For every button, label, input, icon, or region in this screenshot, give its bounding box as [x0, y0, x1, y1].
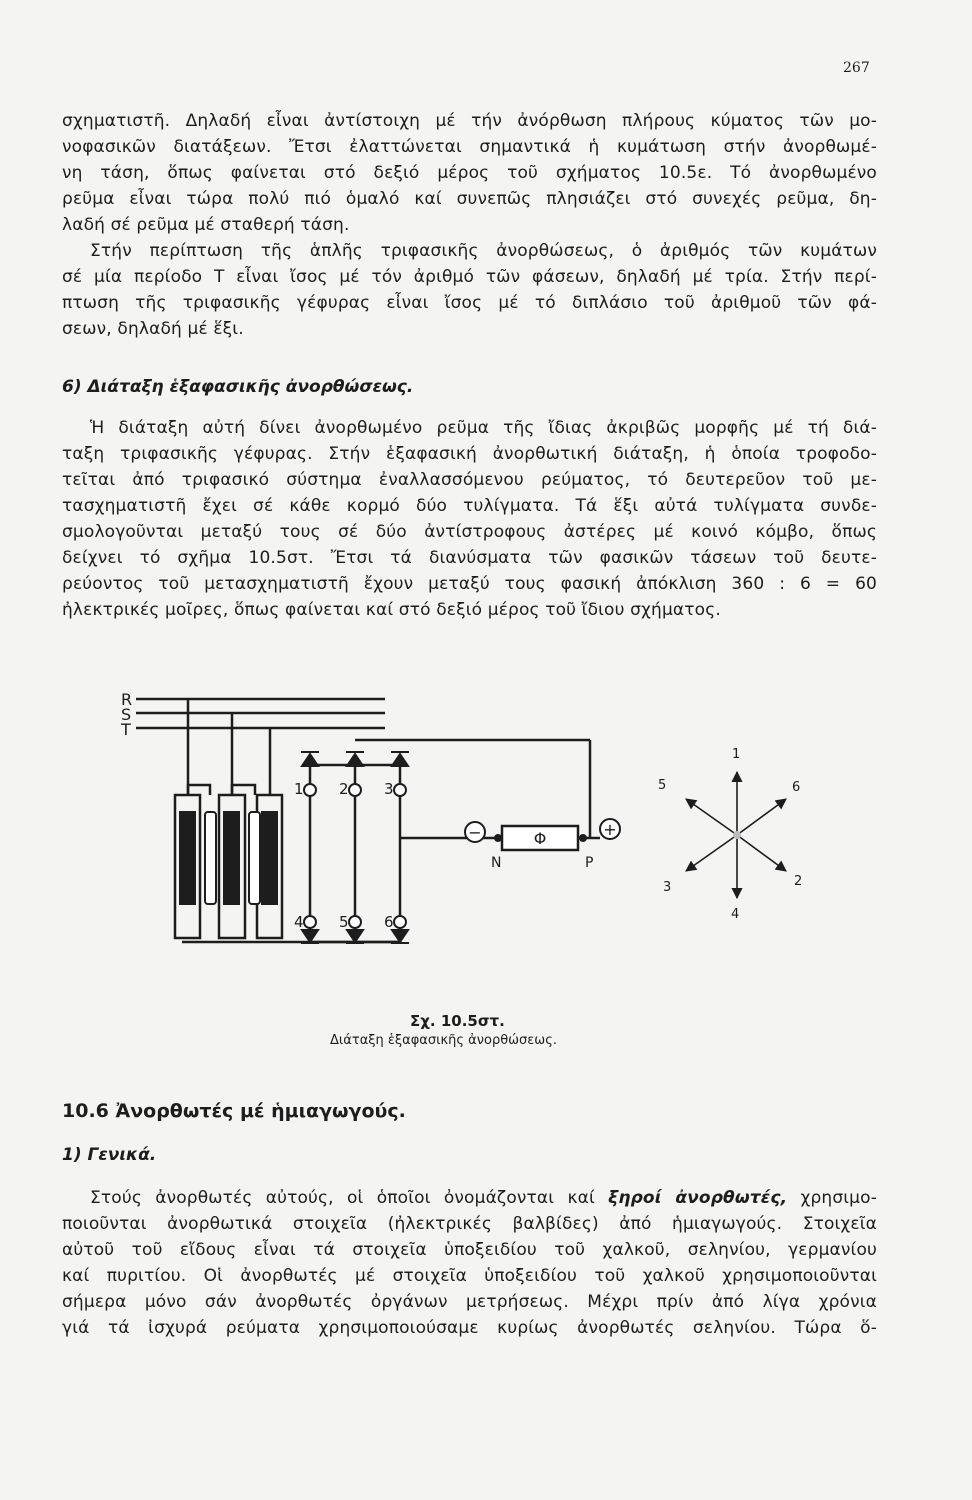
- node: [304, 916, 316, 928]
- text-line: σέ μία περίοδο Τ εἶναι ἴσος μέ τόν ἀριθμό τῶν φάσεων, δηλαδή μέ τρία. Στήν περί-: [62, 267, 877, 287]
- node: [394, 784, 406, 796]
- text-run: χρησιμο-: [787, 1188, 877, 1208]
- node-p: [580, 835, 586, 841]
- diode-2: [347, 754, 363, 766]
- minus-sign: −: [468, 823, 482, 842]
- winding-core: [180, 812, 195, 904]
- text-line: ποιοῦνται ἀνορθωτικά στοιχεῖα (ἠλεκτρικές βαλβίδες) ἀπό ἡμιαγωγούς. Στοιχεῖα: [62, 1214, 877, 1234]
- figure-caption-title: Σχ. 10.5στ.: [410, 1012, 505, 1030]
- text-line: σχηματιστῆ. Δηλαδή εἶναι ἀντίστοιχη μέ τήν ἀνόρθωση πλήρους κύματος τῶν μο-: [62, 111, 877, 131]
- diode-label: 1: [294, 780, 304, 798]
- text-line: ρεύοντος τοῦ μετασχηματιστῆ ἔχουν μεταξύ τους φασική ἀπόκλιση 360 : 6 = 60: [62, 574, 877, 594]
- text-line: σμολογοῦνται μεταξύ τους σέ δύο ἀντίστροφους ἀστέρες μέ κοινό κόμβο, ὅπως: [62, 522, 877, 542]
- vector-3: [686, 835, 737, 871]
- winding-core: [262, 812, 277, 904]
- winding: [205, 812, 216, 904]
- diode-label: 5: [339, 913, 349, 931]
- diode-5: [347, 930, 363, 942]
- node: [349, 916, 361, 928]
- text-line: Ἡ διάταξη αὐτή δίνει ἀνορθωμένο ρεῦμα τῆς ἴδιας ἀκριβῶς μορφῆς μέ τή διά-: [90, 418, 877, 438]
- vector-label: 6: [792, 780, 801, 795]
- text-line: νη τάση, ὅπως φαίνεται στό δεξιό μέρος τοῦ σχήματος 10.5ε. Τό ἀνορθωμένο: [62, 163, 877, 183]
- diode-label: 2: [339, 780, 349, 798]
- vector-label: 5: [658, 778, 667, 793]
- page-number: 267: [843, 60, 870, 76]
- vector-label: 1: [732, 747, 741, 762]
- text-line: ρεῦμα εἶναι τώρα πολύ πιό ὁμαλό καί συνεπῶς πλησιάζει στό συνεχές ρεῦμα, δη-: [62, 189, 877, 209]
- diode-label: 3: [384, 780, 394, 798]
- load-symbol: Φ: [533, 829, 547, 848]
- vector-2: [737, 835, 786, 871]
- diode-3: [392, 754, 408, 766]
- text-line: ταξη τριφασικῆς γέφυρας. Στήν ἑξαφασική ἀνορθωτική διάταξη, ἡ ὁποία τροφοδο-: [62, 444, 877, 464]
- text-line: καί πυριτίου. Οἱ ἀνορθωτές μέ στοιχεῖα ὑποξειδίου τοῦ χαλκοῦ χρησιμοποιοῦνται: [62, 1266, 877, 1286]
- transformer-cores: [180, 812, 277, 904]
- text-line: δείχνει τό σχῆμα 10.5στ. Ἔτσι τά διανύσματα τῶν φασικῶν τάσεων τοῦ δευτε-: [62, 548, 877, 568]
- subsection-heading-6: 6) Διάταξη ἑξαφασικῆς ἀνορθώσεως.: [62, 377, 414, 397]
- winding-core: [224, 812, 239, 904]
- phase-label-t: T: [121, 720, 131, 739]
- text-line: λαδή σέ ρεῦμα μέ σταθερή τάση.: [62, 215, 350, 235]
- text-line: νοφασικῶν διατάξεων. Ἔτσι ἐλαττώνεται σημαντικά ἡ κυμάτωση στήν ἀνορθωμέ-: [62, 137, 877, 157]
- text-line: Στήν περίπτωση τῆς ἁπλῆς τριφασικῆς ἀνορθώσεως, ὁ ἀριθμός τῶν κυμάτων: [90, 241, 877, 261]
- text-line: αὐτοῦ τοῦ εἴδους εἶναι τά στοιχεῖα ὑποξειδίου τοῦ χαλκοῦ, σεληνίου, γερμανίου: [62, 1240, 877, 1260]
- diode-label: 6: [384, 913, 394, 931]
- vector-label: 3: [663, 880, 672, 895]
- text-line: ἠλεκτρικές μοῖρες, ὅπως φαίνεται καί στό δεξιό μέρος τοῦ ἴδιου σχήματος.: [62, 600, 721, 620]
- diode-6: [392, 930, 408, 942]
- paragraph-4: [62, 1185, 877, 1341]
- diode-4: [302, 930, 318, 942]
- vector-label: 4: [731, 907, 740, 922]
- winding: [249, 812, 260, 904]
- star-center: [733, 831, 741, 839]
- text-line: τασχηματιστῆ ἔχει σέ κάθε κορμό δύο τυλίγματα. Τά ἕξι αὐτά τυλίγματα συνδε-: [62, 496, 877, 516]
- node-label-n: N: [491, 855, 502, 871]
- vector-6: [737, 799, 786, 835]
- text-line: σήμερα μόνο σάν ἀνορθωτές ὀργάνων μετρήσεως. Μέχρι πρίν ἀπό λίγα χρόνια: [62, 1292, 877, 1312]
- figure-caption-subtitle: Διάταξη ἑξαφασικῆς ἀνορθώσεως.: [330, 1033, 557, 1048]
- diode-1: [302, 754, 318, 766]
- vector-5: [686, 799, 737, 835]
- diodes-top: [301, 752, 409, 766]
- subsection-heading-1: 1) Γενικά.: [62, 1145, 157, 1165]
- node: [394, 916, 406, 928]
- text-line: [62, 1185, 877, 1211]
- diode-label: 4: [294, 913, 304, 931]
- node: [304, 784, 316, 796]
- emphasis-term: ξηροί ἀνορθωτές,: [608, 1188, 788, 1208]
- phase-label-r: R: [121, 690, 133, 709]
- section-heading: 10.6 Ἀνορθωτές μέ ἡμιαγωγούς.: [62, 1100, 406, 1122]
- plus-sign: +: [603, 820, 617, 839]
- text-line: σεων, δηλαδή μέ ἕξι.: [62, 319, 244, 339]
- text-line: τεῖται ἀπό τριφασικό σύστημα ἐναλλασσόμενου ρεύματος, τό δευτερεῦον τοῦ με-: [62, 470, 877, 490]
- connection-nodes: [304, 784, 620, 928]
- node: [349, 784, 361, 796]
- node-n: [495, 835, 501, 841]
- vector-label: 2: [794, 874, 803, 889]
- phase-label-s: S: [121, 705, 132, 724]
- text-run: Στούς ἀνορθωτές αὐτούς, οἱ ὁποῖοι ὀνομάζονται καί: [90, 1188, 609, 1208]
- text-line: πτωση τῆς τριφασικῆς γέφυρας εἶναι ἴσος μέ τό διπλάσιο τοῦ ἀριθμοῦ τῶν φά-: [62, 293, 877, 313]
- node-label-p: P: [585, 855, 594, 871]
- text-line: γιά τά ἰσχυρά ρεύματα χρησιμοποιούσαμε κυρίως ἀνορθωτές σεληνίου. Τώρα ὅ-: [62, 1318, 877, 1338]
